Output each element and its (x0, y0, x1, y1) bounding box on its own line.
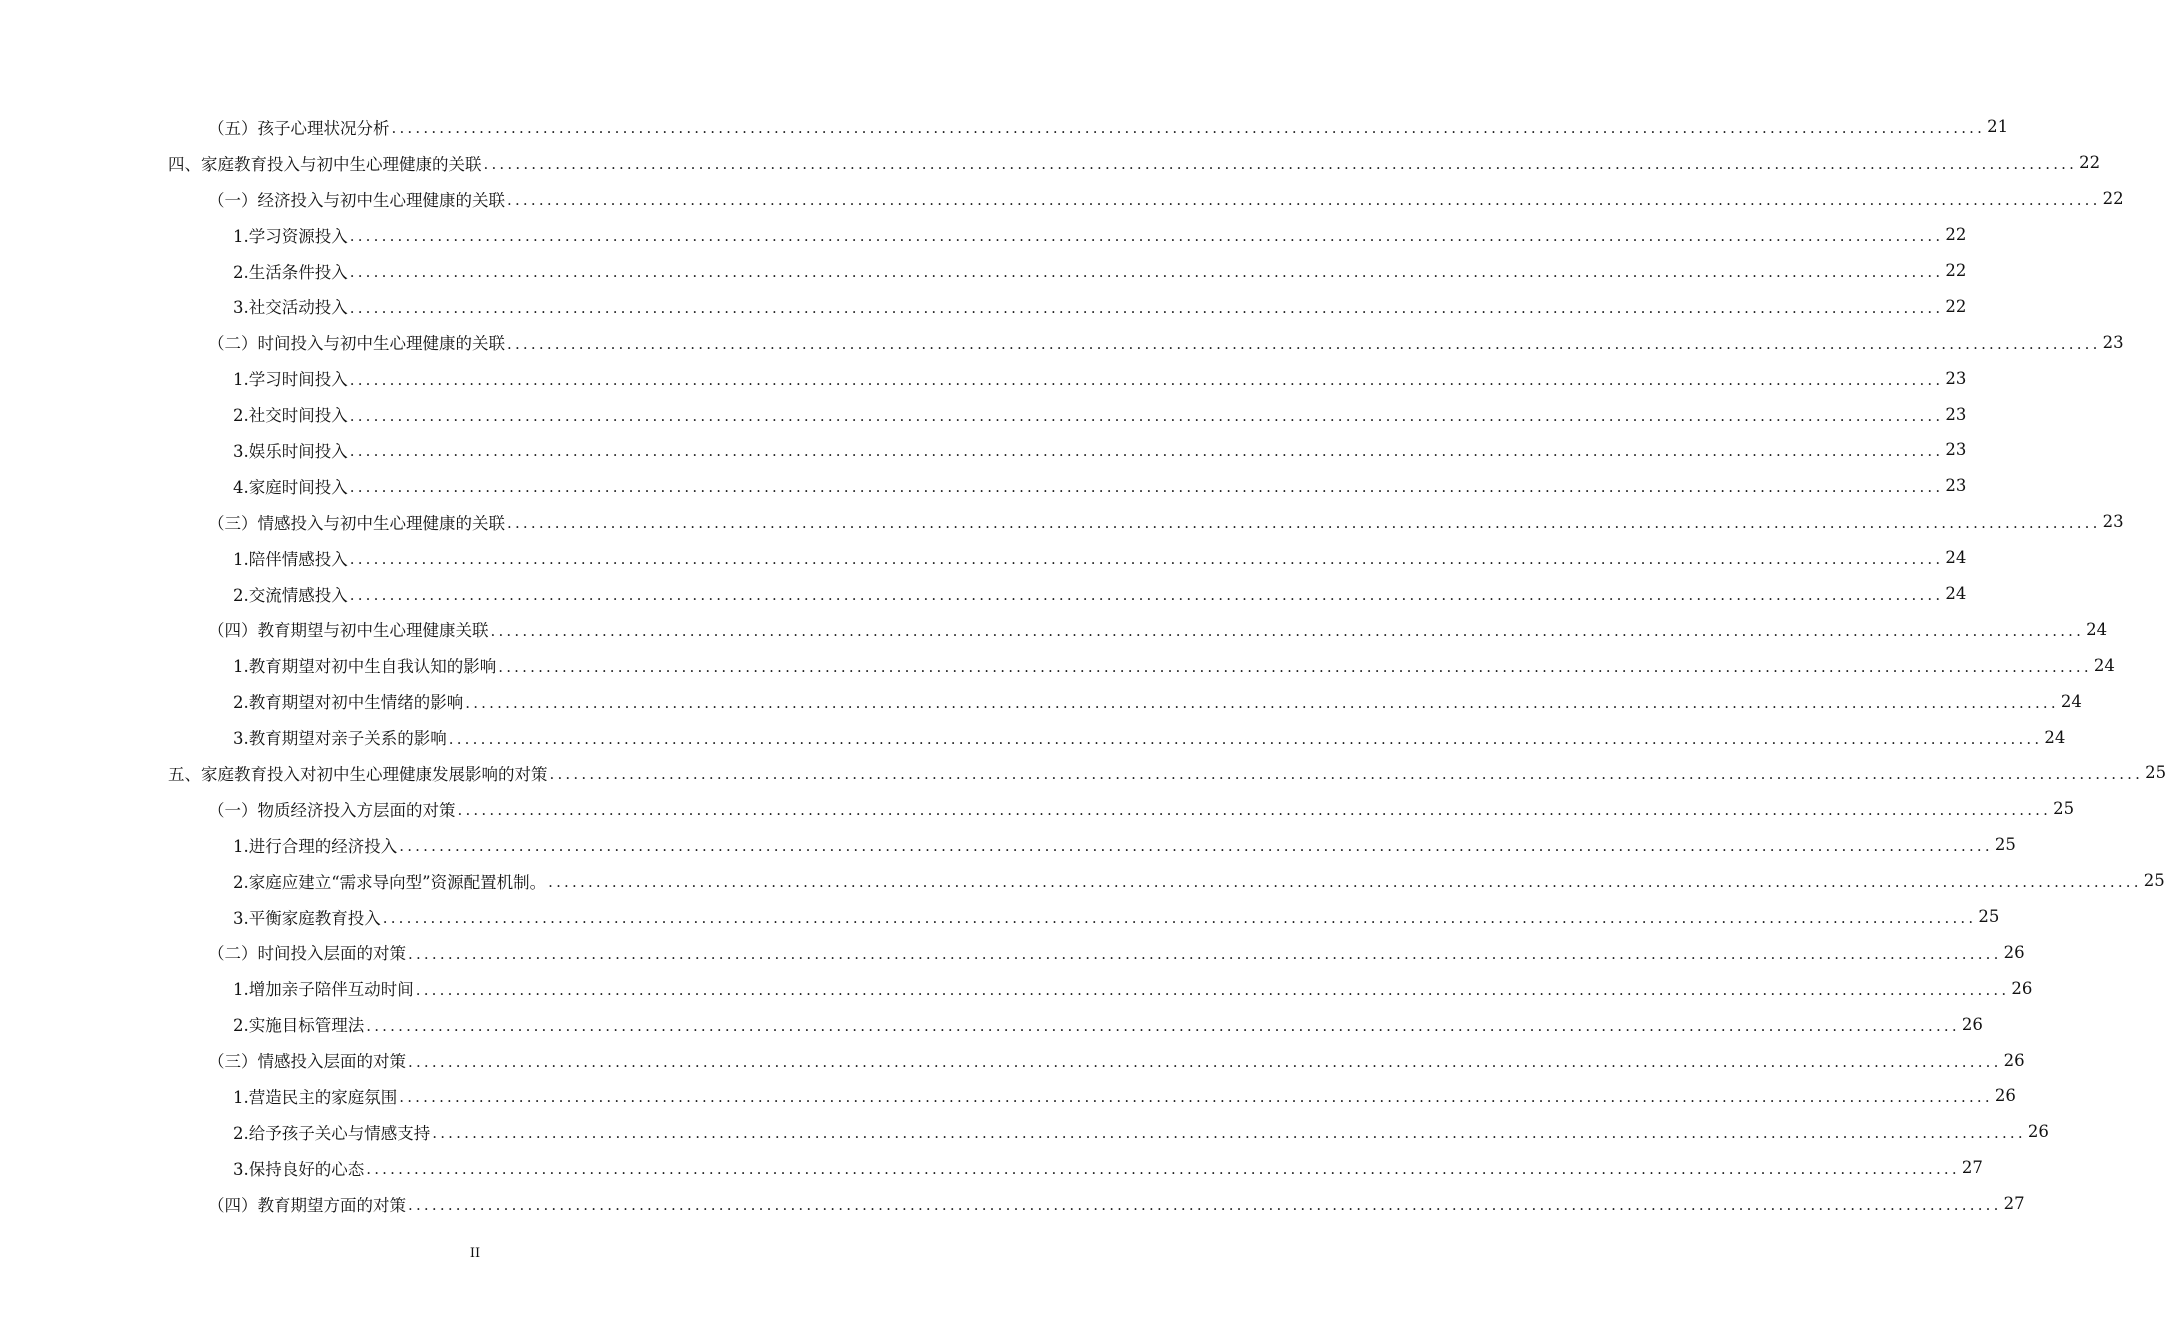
toc-entry-title: 四、家庭教育投入与初中生心理健康的关联 (168, 151, 484, 175)
toc-entry[interactable] (0, 1114, 2049, 1150)
toc-entry-page: 21 (1987, 117, 2009, 137)
toc-entry-title: 1.学习资源投入 (233, 223, 350, 247)
toc-entry-title: （四）教育期望与初中生心理健康关联 (208, 617, 491, 641)
toc-entry-page: 23 (1945, 440, 1967, 460)
toc-dot-leader: ........................................................................................................................................................................................................ (507, 334, 2101, 353)
toc-entry-page: 24 (2060, 691, 2082, 711)
toc-dot-leader: ........................................................................................................................................................................................................ (349, 478, 1944, 497)
toc-entry-title: 五、家庭教育投入对初中生心理健康发展影响的对策 (168, 761, 550, 785)
toc-entry-title: 3.娱乐时间投入 (233, 438, 350, 462)
toc-entry[interactable] (0, 683, 2082, 719)
toc-dot-leader: ........................................................................................................................................................................................................ (549, 765, 2144, 784)
toc-entry[interactable] (0, 755, 2166, 791)
toc-entry-title: （三）情感投入与初中生心理健康的关联 (208, 510, 507, 534)
toc-entry-page: 22 (1945, 261, 1967, 280)
toc-entry-page: 22 (1945, 225, 1967, 245)
toc-entry[interactable] (0, 611, 2108, 647)
toc-dot-leader: ........................................................................................................................................................................................................ (457, 801, 2052, 820)
toc-dot-leader: ........................................................................................................................................................................................................ (391, 119, 1986, 138)
toc-entry-title: （三）情感投入层面的对策 (208, 1048, 408, 1072)
toc-entry-page: 25 (2053, 799, 2075, 819)
toc-entry-title: 3.保持良好的心态 (233, 1156, 366, 1180)
toc-entry[interactable] (0, 217, 1967, 253)
toc-dot-leader: ........................................................................................................................................................................................................ (349, 370, 1944, 389)
toc-entry[interactable] (0, 288, 1967, 324)
toc-dot-leader: ........................................................................................................................................................................................................ (432, 1124, 2026, 1143)
toc-dot-leader: ........................................................................................................................................................................................................ (349, 406, 1944, 425)
toc-entry-page: 25 (1994, 835, 2016, 855)
toc-entry[interactable] (0, 970, 2033, 1006)
toc-entry[interactable] (0, 504, 2124, 540)
toc-entry-title: （四）教育期望方面的对策 (208, 1192, 408, 1216)
toc-entry-title: （五）孩子心理状况分析 (208, 115, 392, 139)
toc-dot-leader: ........................................................................................................................................................................................................ (349, 442, 1944, 461)
toc-entry-title: 1.营造民主的家庭氛围 (233, 1084, 399, 1108)
toc-dot-leader: ........................................................................................................................................................................................................ (382, 909, 1977, 928)
toc-entry-title: 1.增加亲子陪伴互动时间 (233, 976, 416, 1000)
toc-entry-title: 1.教育期望对初中生自我认知的影响 (233, 653, 498, 677)
toc-dot-leader: ........................................................................................................................................................................................................ (507, 514, 2101, 533)
toc-entry-page: 23 (2102, 512, 2124, 532)
toc-dot-leader: ........................................................................................................................................................................................................ (548, 873, 2142, 892)
toc-dot-leader: ........................................................................................................................................................................................................ (408, 1052, 2002, 1071)
toc-entry-title: 3.教育期望对亲子关系的影响 (233, 725, 449, 749)
toc-entry[interactable] (0, 432, 1967, 468)
toc-entry-title: 2.教育期望对初中生情绪的影响 (233, 689, 465, 713)
toc-entry-page: 26 (2003, 942, 2025, 962)
toc-dot-leader: ........................................................................................................................................................................................................ (366, 1160, 1960, 1179)
toc-dot-leader: ........................................................................................................................................................................................................ (349, 586, 1944, 605)
toc-entry[interactable] (0, 1078, 2016, 1114)
toc-entry-title: 2.实施目标管理法 (233, 1012, 366, 1036)
toc-entry[interactable] (0, 827, 2016, 863)
toc-dot-leader: ........................................................................................................................................................................................................ (349, 550, 1944, 569)
toc-entry-page: 27 (2003, 1194, 2025, 1214)
toc-entry[interactable] (0, 181, 2124, 217)
table-of-contents (0, 109, 2166, 1222)
page-number-footer: II (469, 1246, 481, 1261)
toc-entry-page: 25 (2143, 871, 2165, 891)
toc-entry-page: 24 (2086, 619, 2108, 639)
toc-dot-leader: ........................................................................................................................................................................................................ (349, 263, 1944, 281)
toc-entry-title: （一）经济投入与初中生心理健康的关联 (208, 187, 507, 211)
toc-entry-page: 22 (1945, 296, 1967, 316)
toc-entry[interactable] (0, 647, 2115, 683)
toc-entry[interactable] (0, 145, 2101, 181)
toc-entry-page: 25 (1978, 907, 2000, 927)
toc-dot-leader: ........................................................................................................................................................................................................ (507, 191, 2101, 210)
toc-entry[interactable] (0, 360, 1967, 396)
toc-dot-leader: ........................................................................................................................................................................................................ (498, 657, 2092, 676)
toc-entry-title: （一）物质经济投入方层面的对策 (208, 797, 458, 821)
toc-dot-leader: ........................................................................................................................................................................................................ (349, 227, 1944, 246)
toc-entry[interactable] (0, 1150, 1983, 1186)
toc-entry[interactable] (0, 791, 2075, 827)
toc-entry-page: 26 (2027, 1122, 2049, 1142)
toc-dot-leader: ........................................................................................................................................................................................................ (366, 1016, 1960, 1035)
toc-entry-title: 2.社交时间投入 (233, 402, 350, 426)
toc-entry-page: 23 (2102, 332, 2124, 352)
toc-dot-leader: ........................................................................................................................................................................................................ (408, 944, 2002, 963)
toc-entry-page: 26 (1994, 1086, 2016, 1106)
toc-entry[interactable] (0, 540, 1967, 576)
toc-entry-page: 24 (2093, 655, 2115, 675)
toc-entry-page: 24 (2044, 727, 2066, 747)
toc-entry[interactable] (0, 1186, 2025, 1222)
toc-entry-title: 2.给予孩子关心与情感支持 (233, 1120, 432, 1144)
toc-entry-title: 1.学习时间投入 (233, 366, 350, 390)
toc-dot-leader: ........................................................................................................................................................................................................ (399, 837, 1993, 856)
toc-entry[interactable] (0, 253, 1967, 289)
toc-entry-page: 22 (2079, 153, 2101, 173)
toc-entry-title: 2.交流情感投入 (233, 582, 350, 606)
toc-dot-leader: ........................................................................................................................................................................................................ (490, 621, 2085, 640)
toc-entry-title: （二）时间投入与初中生心理健康的关联 (208, 330, 507, 354)
toc-entry-page: 27 (1961, 1158, 1983, 1178)
toc-entry[interactable] (0, 863, 2165, 899)
toc-entry[interactable] (0, 1042, 2025, 1078)
toc-entry-title: 3.社交活动投入 (233, 294, 350, 318)
toc-entry[interactable] (0, 396, 1967, 432)
toc-entry[interactable] (0, 1006, 1983, 1042)
toc-entry-title: 3.平衡家庭教育投入 (233, 905, 383, 929)
toc-dot-leader: ........................................................................................................................................................................................................ (415, 980, 2010, 999)
toc-entry-page: 22 (2102, 189, 2124, 209)
toc-entry-page: 26 (2011, 978, 2033, 998)
toc-entry[interactable] (0, 899, 2000, 935)
toc-dot-leader: ........................................................................................................................................................................................................ (349, 298, 1944, 317)
toc-entry-title: （二）时间投入层面的对策 (208, 940, 408, 964)
toc-dot-leader: ........................................................................................................................................................................................................ (483, 155, 2078, 174)
toc-entry-page: 26 (1961, 1014, 1983, 1034)
toc-dot-leader: ........................................................................................................................................................................................................ (399, 1088, 1993, 1107)
toc-entry-page: 23 (1945, 368, 1967, 388)
toc-entry-page: 23 (1945, 404, 1967, 424)
toc-entry-title: 2.生活条件投入 (233, 259, 350, 283)
toc-entry-title: 2.家庭应建立“需求导向型”资源配置机制。 (233, 869, 548, 893)
toc-entry-title: 1.陪伴情感投入 (233, 546, 350, 570)
toc-entry-title: 4.家庭时间投入 (233, 474, 350, 498)
toc-dot-leader: ........................................................................................................................................................................................................ (408, 1196, 2002, 1215)
toc-entry-page: 26 (2003, 1050, 2025, 1070)
toc-dot-leader: ........................................................................................................................................................................................................ (465, 693, 2059, 712)
toc-entry-page: 24 (1945, 584, 1967, 604)
toc-entry-page: 24 (1945, 548, 1967, 568)
toc-entry[interactable] (0, 109, 2009, 145)
toc-entry-page: 25 (2145, 763, 2166, 783)
toc-entry[interactable] (0, 324, 2124, 360)
toc-entry-page: 23 (1945, 476, 1967, 496)
toc-entry-title: 1.进行合理的经济投入 (233, 833, 399, 857)
toc-entry[interactable] (0, 719, 2066, 755)
toc-entry[interactable] (0, 934, 2025, 970)
toc-entry[interactable] (0, 576, 1967, 612)
toc-entry[interactable] (0, 468, 1967, 504)
toc-dot-leader: ........................................................................................................................................................................................................ (448, 729, 2043, 748)
